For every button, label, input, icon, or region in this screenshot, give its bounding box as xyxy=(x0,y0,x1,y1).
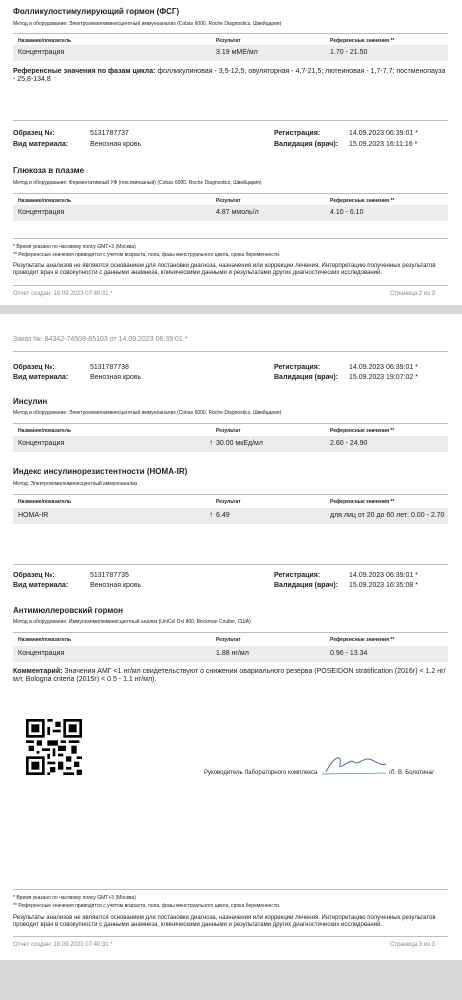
sample-number: 5131787737 xyxy=(90,130,129,137)
arrow-up-icon: ↑ xyxy=(209,438,213,447)
col-result-header: Результат xyxy=(216,637,241,643)
timezone-note: * Время указано по часовому поясу GMT+3 (Москва) xyxy=(13,895,136,901)
row-name: Концентрация xyxy=(18,209,65,216)
material-value: Венозная кровь xyxy=(90,582,142,589)
col-ref-header: Референсные значения ** xyxy=(330,198,395,204)
reference-note: ** Референсные значения приводятся с учетом возраста, пола, фазы менструального цикла, срока беременности. xyxy=(13,903,281,909)
validation-date: 15.09.2023 16:11:16 * xyxy=(349,141,418,148)
phase-label: Референсные значения по фазам цикла: xyxy=(13,68,156,75)
table-row xyxy=(13,205,448,221)
registration-label: Регистрация: xyxy=(274,572,321,579)
amh-comment xyxy=(13,668,449,684)
row-name: HOMA-IR xyxy=(18,512,49,519)
homa-method: Метод: Электрохемилюминесцентный иммуноанализ xyxy=(13,481,138,487)
row-ref: для лиц от 20 до 60 лет: 0.00 - 2.70 xyxy=(330,512,445,519)
registration-label: Регистрация: xyxy=(274,130,321,137)
registration-date: 14.09.2023 06:39:01 * xyxy=(349,572,418,579)
divider xyxy=(13,120,448,121)
insulin-title: Инсулин xyxy=(13,397,48,406)
col-ref-header: Референсные значения ** xyxy=(330,637,395,643)
row-result: 3.19 мМЕ/мл xyxy=(216,49,258,56)
material-value: Венозная кровь xyxy=(90,141,142,148)
table-row xyxy=(13,436,448,452)
reference-note: ** Референсные значения приводятся с учетом возраста, пола, фазы менструального цикла, срока беременности. xyxy=(13,252,281,258)
timezone-note: * Время указано по часовому поясу GMT+3 (Москва) xyxy=(13,244,136,250)
validation-date: 15.09.2023 19:07:02 * xyxy=(349,374,418,381)
glucose-title: Глюкоза в плазме xyxy=(13,166,85,175)
divider xyxy=(13,632,448,633)
row-ref: 4.10 - 6.10 xyxy=(330,209,364,216)
sample-number: 5131787735 xyxy=(90,572,129,579)
validation-label: Валидация (врач): xyxy=(274,141,339,148)
sample-label: Образец №: xyxy=(13,364,55,371)
col-ref-header: Референсные значения ** xyxy=(330,428,395,434)
disclaimer: Результаты анализов не являются основанием для постановки диагноза, назначения или коррекции лечения. Интерпретацию полученных результатов проводит врач в совокупности с данными анамнеза, клиническими данными и результатами других диагностических исследований. xyxy=(13,915,436,928)
arrow-up-icon: ↑ xyxy=(209,510,213,519)
divider xyxy=(13,351,448,352)
row-ref: 1.70 - 21.50 xyxy=(330,49,368,56)
row-name: Концентрация xyxy=(18,650,65,657)
sample-label: Образец №: xyxy=(13,572,55,579)
amh-title: Антимюллеровский гормон xyxy=(13,606,123,615)
col-result-header: Результат xyxy=(216,428,241,434)
validation-label: Валидация (врач): xyxy=(274,582,339,589)
table-row xyxy=(13,508,448,524)
divider xyxy=(13,889,448,890)
divider xyxy=(13,936,448,937)
material-label: Вид материала: xyxy=(13,374,69,381)
order-number: Заказ №: 84342-74508-85103 от 14.09.2023 06:39:01 * xyxy=(13,336,188,343)
insulin-method: Метод и оборудование: Электрохемилюминесцентный иммуноанализ (Cobas 6000, Roche Diagnostics, Швейцария) xyxy=(13,410,282,416)
glucose-method: Метод и оборудование: Ферментативный УФ (гексокиназный) (Cobas 6000, Roche Diagnostics, Швейцария) xyxy=(13,180,262,186)
col-result-header: Результат xyxy=(216,499,241,505)
table-row xyxy=(13,45,448,61)
fsh-method: Метод и оборудование: Электрохемилюминесцентный иммуноанализ (Cobas 6000, Roche Diagnostics, Швейцария) xyxy=(13,21,282,27)
divider xyxy=(13,423,448,424)
material-value: Венозная кровь xyxy=(90,374,142,381)
comment-text: Значения АМГ <1 нг/мл свидетельствуют о снижении овариального резерва (POSEIDON stratification (2016г) < 1.2 нг/мл; Bologna criteria (2015г) < 0.5 - 1.1 нг/мл). xyxy=(13,668,446,683)
signatory-role: Руководитель Лабораторного комплекса xyxy=(204,770,318,776)
col-name-header: Название/показатель xyxy=(18,198,72,204)
col-ref-header: Референсные значения ** xyxy=(330,38,395,44)
divider xyxy=(13,285,448,286)
divider xyxy=(13,564,448,565)
fsh-title: Фолликулостимулирующий гормон (ФСГ) xyxy=(13,7,180,16)
disclaimer: Результаты анализов не являются основанием для постановки диагноза, назначения или коррекции лечения. Интерпретацию полученных результатов проводит врач в совокупности с данными анамнеза, клиническими данными и результатами других диагностических исследований. xyxy=(13,263,436,276)
signatory-name: /Л. В. Болотина/ xyxy=(389,770,434,776)
col-result-header: Результат xyxy=(216,198,241,204)
col-result-header: Результат xyxy=(216,38,241,44)
sample-number: 5131787738 xyxy=(90,364,129,371)
phase-text: фолликулиновая - 3,5-12,5; овуляторная - 4,7-21,5; лютеиновая - 1,7-7,7; постменопауза - 25,8-134,8 xyxy=(13,68,446,83)
registration-date: 14.09.2023 06:39:01 * xyxy=(349,130,418,137)
material-label: Вид материала: xyxy=(13,582,69,589)
sample-label: Образец №: xyxy=(13,130,55,137)
material-label: Вид материала: xyxy=(13,141,69,148)
row-result: 4.87 ммоль/л xyxy=(216,209,259,216)
row-result: 6.49 xyxy=(216,512,230,519)
comment-label: Комментарий: xyxy=(13,668,63,675)
row-name: Концентрация xyxy=(18,49,65,56)
report-created: Отчет создан: 18.09.2023 07:40:31 * xyxy=(13,291,113,297)
col-name-header: Название/показатель xyxy=(18,428,72,434)
registration-date: 14.09.2023 06:39:01 * xyxy=(349,364,418,371)
row-name: Концентрация xyxy=(18,440,65,447)
amh-method: Метод и оборудование: Иммунохемилюминесцентный анализ (UniCel DxI 800, Beckman Coulter, США) xyxy=(13,619,251,625)
signature-icon xyxy=(320,752,390,778)
homa-title: Индекс инсулинорезистентности (HOMA-IR) xyxy=(13,467,188,476)
col-name-header: Название/показатель xyxy=(18,637,72,643)
validation-label: Валидация (врач): xyxy=(274,374,339,381)
report-created: Отчет создан: 18.09.2023 07:40:31 * xyxy=(13,942,113,948)
qr-code-icon xyxy=(26,719,82,775)
row-result: 30.00 мкЕд/мл xyxy=(216,440,263,447)
page-number: Страница 2 из 3 xyxy=(390,291,435,297)
phase-reference xyxy=(13,68,449,84)
row-ref: 2.60 - 24.90 xyxy=(330,440,368,447)
divider xyxy=(13,33,448,34)
divider xyxy=(13,494,448,495)
table-row xyxy=(13,646,448,662)
report-page-3 xyxy=(0,314,462,960)
page-number: Страница 3 из 3 xyxy=(390,942,435,948)
registration-label: Регистрация: xyxy=(274,364,321,371)
row-ref: 0.96 - 13.34 xyxy=(330,650,368,657)
divider xyxy=(13,238,448,239)
row-result: 1.88 нг/мл xyxy=(216,650,249,657)
report-page-2 xyxy=(0,0,462,305)
col-ref-header: Референсные значения ** xyxy=(330,499,395,505)
col-name-header: Название/показатель xyxy=(18,38,72,44)
validation-date: 15.09.2023 16:35:08 * xyxy=(349,582,418,589)
divider xyxy=(13,193,448,194)
col-name-header: Название/показатель xyxy=(18,499,72,505)
